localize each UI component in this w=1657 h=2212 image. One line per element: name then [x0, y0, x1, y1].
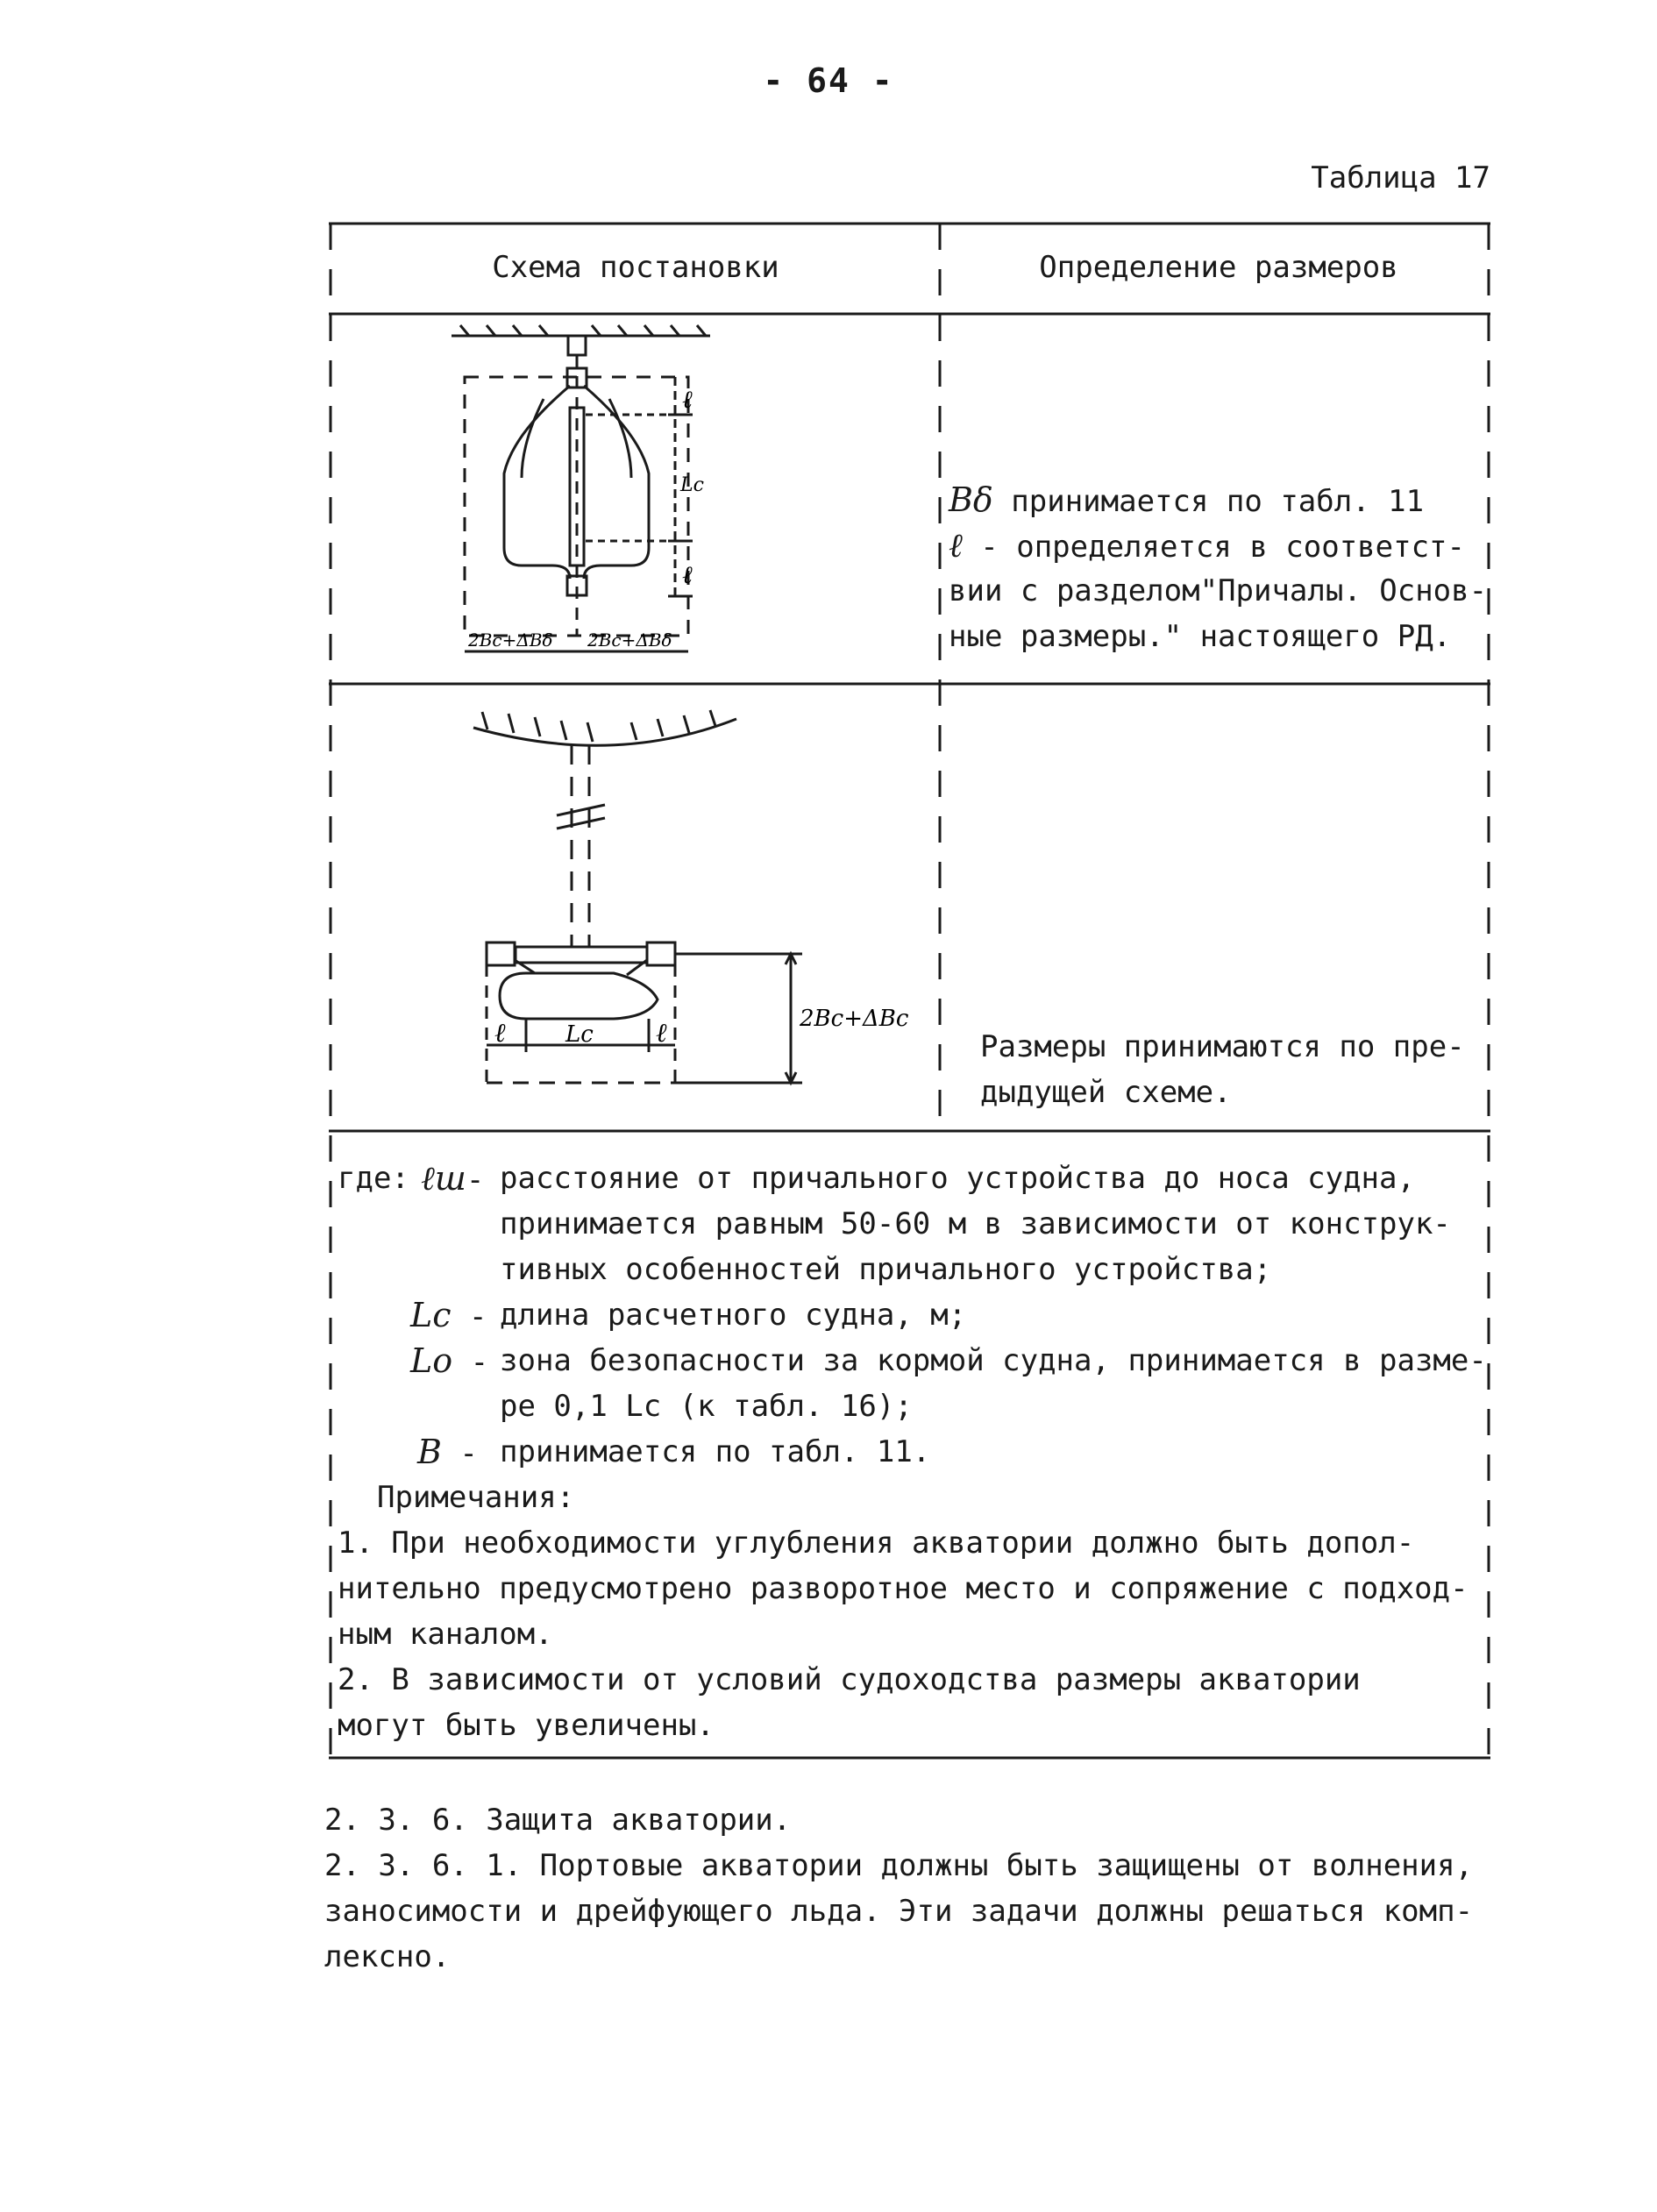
lc-label-2: Lc — [565, 1021, 594, 1048]
mooring-scheme-2 — [456, 693, 929, 1105]
width-right-label: 2Bc+ΔBδ — [587, 629, 672, 651]
def-1-line-1: расстояние от причального устройства до носа судна, — [500, 1161, 1415, 1196]
section-heading: 2. 3. 6. Защита акватории. — [324, 1803, 792, 1838]
mooring-scheme-1 — [438, 320, 728, 671]
def-4-symbol: B - — [417, 1433, 478, 1471]
page-number: - 64 - — [763, 61, 894, 100]
body-line-2: заносимости и дрейфующего льда. Эти задачи должны решаться комп- — [324, 1894, 1474, 1929]
row2-line-2: дыдущей схеме. — [980, 1075, 1232, 1110]
def-4-line-1: принимается по табл. 11. — [500, 1434, 931, 1469]
def-2-symbol: Lc - — [410, 1296, 487, 1334]
def-1-symbol: ℓш- — [421, 1159, 485, 1198]
remark-line-5: могут быть увеличены. — [338, 1708, 715, 1743]
header-dimensions: Определение размеров — [1039, 250, 1398, 285]
def-3-line-1: зона безопасности за кормой судна, принимается в разме- — [500, 1343, 1487, 1378]
table-caption: Таблица 17 — [1311, 160, 1490, 196]
row1-line-1: Bδ принимается по табл. 11 — [949, 480, 1425, 519]
where-label: где: — [338, 1161, 409, 1196]
row1-line-2: ℓ - определяется в соответст- — [949, 526, 1465, 565]
body-line-1: 2. 3. 6. 1. Портовые акватории должны быть защищены от волнения, — [324, 1848, 1474, 1883]
def-3-symbol: Lo - — [410, 1341, 489, 1380]
row2-line-1: Размеры принимаются по пре- — [980, 1029, 1465, 1064]
lc-label: Lc — [680, 474, 704, 496]
width-left-label: 2Bc+ΔBδ — [468, 629, 553, 651]
remark-line-1: 1. При необходимости углубления акватории должно быть допол- — [338, 1526, 1415, 1561]
symbol-b-delta: Bδ — [949, 480, 993, 519]
symbol-ell: ℓ — [949, 526, 963, 565]
def-3-line-2: ре 0,1 Lc (к табл. 16); — [500, 1389, 913, 1424]
row1-line-3: вии с разделом"Причалы. Основ- — [949, 573, 1488, 608]
def-1-line-3: тивных особенностей причального устройства; — [500, 1252, 1272, 1287]
body-line-3: лексно. — [324, 1939, 451, 1974]
ell-left-label: ℓ — [494, 1018, 506, 1049]
ell-right-label: ℓ — [656, 1018, 667, 1049]
remark-line-4: 2. В зависимости от условий судоходства размеры акватории — [338, 1662, 1361, 1697]
remark-line-3: ным каналом. — [338, 1617, 553, 1652]
height-label: 2Bc+ΔBc — [800, 1006, 909, 1032]
def-1-line-2: принимается равным 50-60 м в зависимости от конструк- — [500, 1206, 1451, 1241]
def-2-line-1: длина расчетного судна, м; — [500, 1298, 967, 1333]
header-scheme: Схема постановки — [492, 250, 779, 285]
row1-line-4: ные размеры." настоящего РД. — [949, 619, 1452, 654]
remark-line-2: нительно предусмотрено разворотное место и сопряжение с подход- — [338, 1571, 1469, 1606]
ell-bottom-label: ℓ — [682, 560, 693, 589]
ell-top-label: ℓ — [682, 385, 693, 414]
remarks-title: Примечания: — [377, 1480, 575, 1515]
